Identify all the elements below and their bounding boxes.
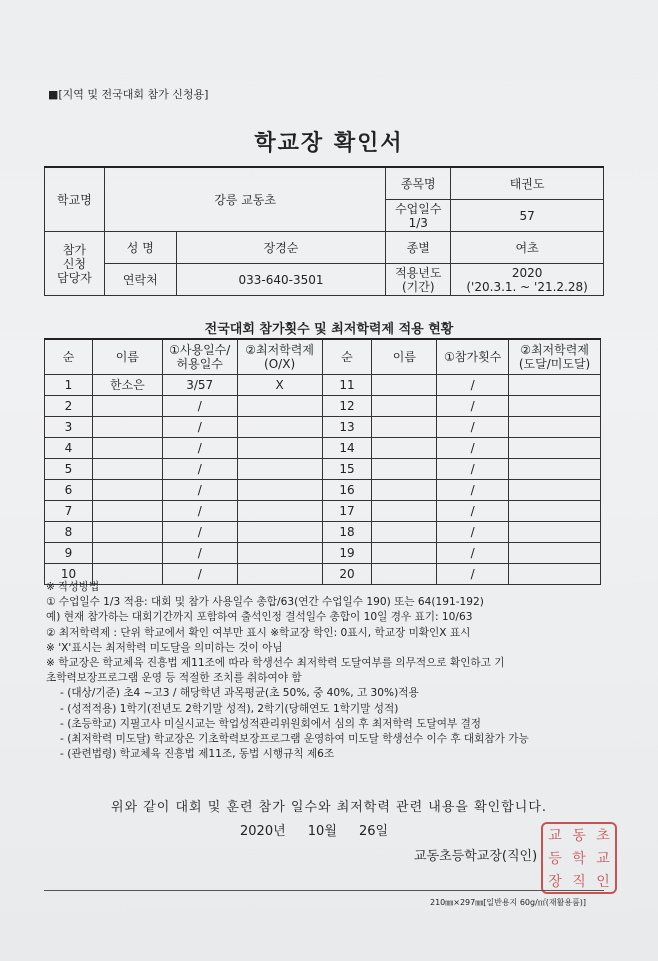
form-tag: ■[지역 및 전국대회 참가 신청용] — [48, 88, 209, 101]
class-days-value: 57 — [451, 200, 604, 232]
row-min: X — [237, 375, 322, 396]
event-value: 태권도 — [451, 167, 604, 200]
row-name-right — [372, 438, 437, 459]
row-count-right: / — [437, 543, 509, 564]
header-min: ②최저학력제 (O/X) — [237, 339, 322, 375]
sub-note-line: - (초등학교) 지필고사 미실시교는 학업성적관리위원회에서 심의 후 최저학력 도달여부 결정 — [60, 717, 482, 730]
row-no: 8 — [45, 522, 93, 543]
row-min-right — [509, 459, 601, 480]
header-name: 이름 — [92, 339, 162, 375]
info-table — [44, 166, 604, 296]
row-name — [92, 522, 162, 543]
row-count-right: / — [437, 417, 509, 438]
row-no-right: 12 — [322, 396, 372, 417]
signer-text: 교동초등학교장(직인) — [414, 849, 538, 864]
event-label: 종목명 — [386, 167, 451, 200]
row-name-right — [372, 543, 437, 564]
status-table — [44, 338, 601, 585]
note-line: ① 수업일수 1/3 적용: 대회 및 참가 사용일수 총합/63(연간 수업일수 190) 또는 64(191-192) — [46, 596, 484, 609]
row-count-right: / — [437, 564, 509, 585]
row-name — [92, 396, 162, 417]
row-days: / — [162, 543, 237, 564]
document-title: 학교장 확인서 — [254, 131, 404, 156]
row-count-right: / — [437, 459, 509, 480]
row-min — [237, 543, 322, 564]
row-name — [92, 501, 162, 522]
row-name-right — [372, 375, 437, 396]
row-no-right: 16 — [322, 480, 372, 501]
header-days: ①사용일수/ 허용일수 — [162, 339, 237, 375]
row-name — [92, 438, 162, 459]
row-min-right — [509, 543, 601, 564]
table-row — [45, 522, 601, 543]
row-no-right: 19 — [322, 543, 372, 564]
row-days: / — [162, 522, 237, 543]
school-value: 강릉 교동초 — [104, 167, 385, 232]
sub-note-line: - (대상/기준) 초4 ~고3 / 해당학년 과목평균(초 50%, 중 40%, 고 30%)적용 — [60, 687, 419, 700]
row-no: 2 — [45, 396, 93, 417]
row-days: / — [162, 396, 237, 417]
table-row — [45, 501, 601, 522]
row-no-right: 17 — [322, 501, 372, 522]
row-min — [237, 438, 322, 459]
note-line: ② 최저학력제 : 단위 학교에서 확인 여부만 표시 ※학교장 학인: 0표시, 학교장 미확인X 표시 — [46, 626, 471, 639]
sub-note-line: - (최저학력 미도달) 학교장은 기초학력보장프로그램 운영하여 미도달 학생선수 이수 후 대회참가 가능 — [60, 733, 529, 746]
row-no: 9 — [45, 543, 93, 564]
row-no: 4 — [45, 438, 93, 459]
name-label: 성 명 — [104, 232, 176, 264]
sub-note-line: - (관련법령) 학교체육 진흥법 제11조, 동법 시행규칙 제6조 — [60, 748, 335, 761]
contact-value: 033-640-3501 — [176, 264, 386, 296]
row-min — [237, 501, 322, 522]
row-days: / — [162, 459, 237, 480]
seal-char: 교 — [596, 850, 610, 867]
seal-char: 교 — [548, 828, 562, 845]
row-name-right — [372, 417, 437, 438]
row-no-right: 20 — [322, 564, 372, 585]
year-value: 2020 ('20.3.1. ~ '21.2.28) — [451, 264, 604, 296]
row-days: / — [162, 480, 237, 501]
applicant-label: 참가 신청 담당자 — [45, 232, 105, 296]
seal-char: 학 — [572, 850, 586, 867]
row-min-right — [509, 501, 601, 522]
row-name-right — [372, 522, 437, 543]
row-days: / — [162, 501, 237, 522]
sub-note-line: - (성적적용) 1학기(전년도 2학기말 성적), 2학기(당해연도 1학기말 성적) — [60, 702, 399, 715]
header-min-right: ②최저학력제 (도달/미도달) — [509, 339, 601, 375]
class-days-label: 수업일수 1/3 — [386, 200, 451, 232]
table-row — [45, 396, 601, 417]
row-days: 3/57 — [162, 375, 237, 396]
row-count-right: / — [437, 438, 509, 459]
sub-notes-list — [46, 686, 626, 762]
row-no-right: 14 — [322, 438, 372, 459]
paper-spec: 210㎜×297㎜[일반용지 60g/㎡(재활용품)] — [430, 898, 587, 907]
row-min-right — [509, 522, 601, 543]
note-line: ※ 'X'표시는 최저학력 미도달을 의미하는 것이 아님 — [46, 641, 283, 654]
row-name — [92, 480, 162, 501]
row-min-right — [509, 375, 601, 396]
row-no-right: 18 — [322, 522, 372, 543]
contact-label: 연락처 — [104, 264, 176, 296]
table-row — [45, 459, 601, 480]
table-row — [45, 480, 601, 501]
row-name — [92, 459, 162, 480]
row-no-right: 13 — [322, 417, 372, 438]
gender-value: 여초 — [451, 232, 604, 264]
row-no-right: 11 — [322, 375, 372, 396]
status-title: 전국대회 참가횟수 및 최저학력제 적용 현황 — [204, 322, 454, 337]
row-min-right — [509, 417, 601, 438]
header-no: 순 — [45, 339, 93, 375]
note-line: 초학력보장프로그램 운영 등 적절한 조치를 취하여야 함 — [46, 672, 302, 685]
name-value: 장경순 — [176, 232, 386, 264]
row-min — [237, 459, 322, 480]
row-count-right: / — [437, 522, 509, 543]
header-count-right: ①참가횟수 — [437, 339, 509, 375]
row-no: 6 — [45, 480, 93, 501]
gender-label: 종별 — [386, 232, 451, 264]
confirmation-text: 위와 같이 대회 및 훈련 참가 일수와 최저학력 관련 내용을 확인합니다. — [110, 800, 548, 815]
row-name-right — [372, 459, 437, 480]
row-name — [92, 543, 162, 564]
note-line: ※ 학교장은 학교체육 진흥법 제11조에 따라 학생선수 최저학력 도달여부를 의무적으로 확인하고 기 — [46, 657, 505, 670]
seal-char: 장 — [548, 873, 562, 890]
row-name-right — [372, 396, 437, 417]
row-name-right — [372, 501, 437, 522]
row-no-right: 15 — [322, 459, 372, 480]
row-days: / — [162, 564, 237, 585]
seal-char: 직 — [572, 873, 586, 890]
row-no: 1 — [45, 375, 93, 396]
status-table-body — [45, 375, 601, 585]
school-label: 학교명 — [45, 167, 105, 232]
footer-divider — [44, 890, 604, 891]
official-seal — [541, 822, 617, 894]
seal-char: 초 — [596, 828, 610, 845]
seal-char: 동 — [572, 828, 586, 845]
row-min-right — [509, 480, 601, 501]
year-label: 적용년도 (기간) — [386, 264, 451, 296]
note-line: ※ 작성방법 — [46, 581, 100, 593]
row-days: / — [162, 417, 237, 438]
notes-list — [46, 580, 626, 686]
header-name-right: 이름 — [372, 339, 437, 375]
seal-char: 등 — [548, 850, 562, 867]
note-line: 예) 현재 참가하는 대회기간까지 포함하여 출석인정 결석일수 총합이 10일 경우 표기: 10/63 — [46, 611, 473, 624]
row-no: 10 — [45, 564, 93, 585]
row-min — [237, 417, 322, 438]
row-no: 5 — [45, 459, 93, 480]
row-no: 3 — [45, 417, 93, 438]
row-min-right — [509, 396, 601, 417]
table-row — [45, 375, 601, 396]
row-days: / — [162, 438, 237, 459]
table-row — [45, 543, 601, 564]
row-count-right: / — [437, 501, 509, 522]
row-count-right: / — [437, 396, 509, 417]
table-row — [45, 438, 601, 459]
notes-section — [46, 580, 626, 762]
date-text: 2020년 10월 26일 — [240, 824, 389, 839]
row-count-right: / — [437, 375, 509, 396]
row-count-right: / — [437, 480, 509, 501]
row-name-right — [372, 480, 437, 501]
row-name: 한소은 — [92, 375, 162, 396]
header-no-right: 순 — [322, 339, 372, 375]
row-name — [92, 417, 162, 438]
seal-char: 인 — [596, 873, 610, 890]
table-row — [45, 417, 601, 438]
row-no: 7 — [45, 501, 93, 522]
row-min-right — [509, 438, 601, 459]
row-min — [237, 396, 322, 417]
row-min — [237, 480, 322, 501]
row-min — [237, 522, 322, 543]
